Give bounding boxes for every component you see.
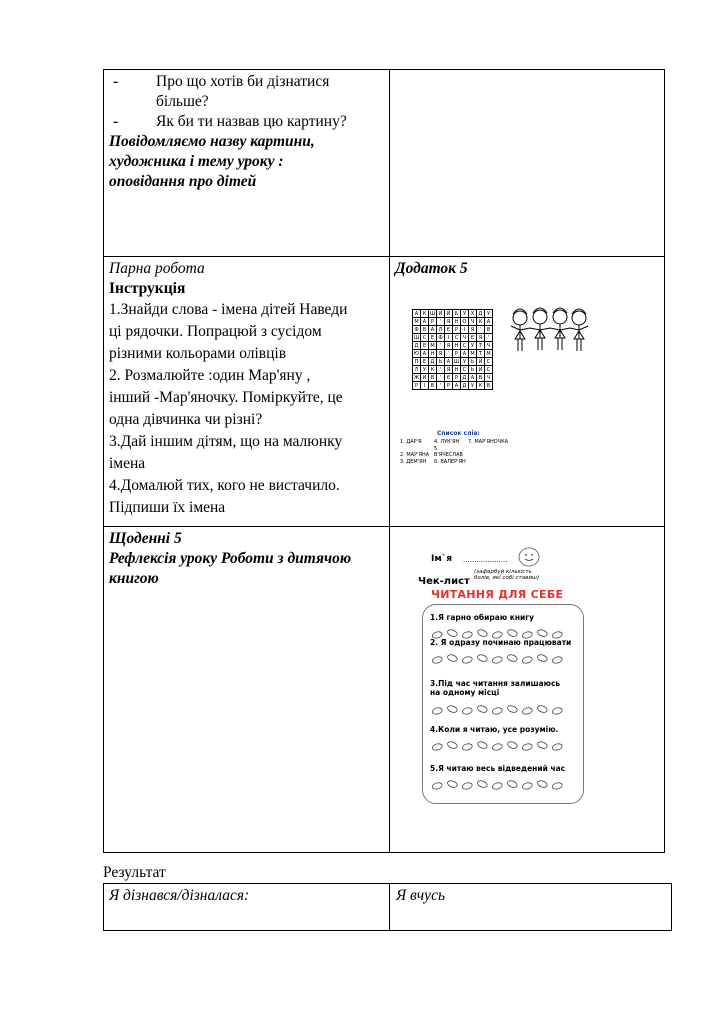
- grid-letter: А: [429, 326, 437, 334]
- grid-letter: Н: [453, 342, 461, 350]
- instruction-line: імена: [109, 455, 146, 472]
- grid-letter: Ч: [485, 374, 493, 382]
- hint-line: (зафарбуй кількість: [474, 569, 532, 575]
- grid-letter: Р: [445, 382, 453, 390]
- grid-letter: Ф: [413, 326, 421, 334]
- footprints-icon: [431, 776, 571, 796]
- footprint-row: [431, 740, 571, 752]
- checklist-box: [422, 604, 584, 804]
- grid-letter: Я: [445, 318, 453, 326]
- instruction-heading: Інструкція: [109, 280, 186, 297]
- grid-letter: В: [421, 326, 429, 334]
- instruction-line: одна дівчинка чи різні?: [109, 411, 263, 428]
- instruction-line: 1.Знайди слова - імена дітей Наведи: [109, 301, 348, 318]
- grid-letter: ': [437, 374, 445, 382]
- reflection-text: книгою: [109, 570, 159, 587]
- grid-letter: Д: [429, 358, 437, 366]
- grid-letter: А: [445, 358, 453, 366]
- grid-letter: И: [437, 310, 445, 318]
- row3-right-cell: [390, 527, 662, 850]
- instruction-line: Підпиши їх імена: [109, 499, 226, 516]
- grid-letter: Ш: [429, 311, 436, 317]
- grid-letter: Р: [429, 318, 437, 326]
- grid-letter: Є: [445, 326, 453, 334]
- instruction-line: ці рядочки. Попрацюй з сусідом: [109, 323, 322, 340]
- grid-letter: Р: [413, 382, 421, 390]
- grid-letter: Ш: [453, 359, 460, 365]
- grid-letter: У: [469, 342, 477, 350]
- grid-letter: Л: [413, 366, 421, 374]
- grid-letter: Ь: [437, 358, 445, 366]
- grid-letter: ': [477, 326, 485, 334]
- grid-letter: В: [477, 374, 485, 382]
- grid-letter: Р: [453, 374, 461, 382]
- grid-letter: К: [477, 318, 485, 326]
- checklist-item: 1.Я гарно обираю книгу: [430, 613, 535, 622]
- checklist-item: 5.Я читаю весь відведений час: [430, 764, 566, 773]
- row3-left-cell: [109, 529, 387, 589]
- grid-letter: ': [485, 334, 493, 342]
- children-drawing-icon: [508, 304, 590, 356]
- grid-letter: А: [421, 318, 429, 326]
- grid-letter: А: [485, 318, 493, 326]
- grid-letter: А: [453, 382, 461, 390]
- reading-checklist-image: [417, 547, 587, 817]
- grid-letter: Є: [469, 334, 477, 342]
- grid-letter: ': [437, 382, 445, 390]
- grid-letter: У: [469, 382, 477, 390]
- bullet: -: [113, 73, 119, 90]
- grid-letter: ': [437, 318, 445, 326]
- grid-letter: І: [461, 326, 469, 334]
- bullet: -: [113, 113, 119, 130]
- grid-letter: Д: [461, 374, 469, 382]
- word-list-item: 3. ДЕМ'ЯН: [400, 458, 427, 465]
- footprints-icon: [431, 737, 571, 757]
- checklist-title: Чек-лист: [418, 576, 470, 587]
- question-text: більше?: [156, 93, 209, 110]
- grid-letter: Х: [469, 310, 477, 318]
- checklist-item: 2. Я одразу починаю працювати: [430, 638, 572, 647]
- grid-letter: К: [477, 382, 485, 390]
- grid-letter: С: [485, 366, 493, 374]
- grid-letter: В: [485, 326, 493, 334]
- grid-letter: Я: [445, 342, 453, 350]
- word-list-item: 6. ВАЛЕР'ЯН: [434, 458, 466, 465]
- question-item: [109, 112, 384, 132]
- name-label: Ім`я: [431, 554, 452, 564]
- grid-letter: Ф: [437, 334, 445, 342]
- instruction-line: 2. Розмалюйте :один Мар'яну ,: [109, 367, 311, 384]
- grid-letter: А: [413, 310, 421, 318]
- grid-letter: И: [421, 374, 429, 382]
- grid-letter: К: [421, 310, 429, 318]
- grid-letter: Б: [453, 310, 461, 318]
- grid-letter: Ж: [413, 375, 420, 381]
- grid-letter: У: [461, 358, 469, 366]
- section-title: Щоденні 5: [109, 530, 182, 547]
- word-list: [400, 439, 516, 465]
- grid-letter: Ь: [469, 366, 477, 374]
- grid-letter: Т: [477, 342, 485, 350]
- row2-right-cell: [395, 259, 661, 524]
- footprint-row: [431, 704, 571, 716]
- grid-letter: С: [461, 342, 469, 350]
- checklist-item: на одному місці: [430, 688, 500, 697]
- grid-letter: Д: [477, 310, 485, 318]
- word-list-item: 2. МАР'ЯНА: [400, 452, 430, 458]
- grid-letter: Я: [469, 326, 477, 334]
- instruction-line: 3.Дай іншим дітям, що на малюнку: [109, 433, 343, 450]
- footprints-icon: [431, 701, 571, 721]
- grid-letter: В: [485, 382, 493, 390]
- grid-letter: С: [461, 366, 469, 374]
- instruction-line: різними кольорами олівців: [109, 345, 287, 362]
- grid-letter: М: [413, 318, 421, 326]
- word-search-image: [412, 309, 491, 390]
- grid-letter: К: [429, 366, 437, 374]
- question-text: Про що хотів би дізнатися: [156, 73, 330, 90]
- result-label: Результат: [103, 864, 166, 881]
- grid-letter: Ч: [461, 334, 469, 342]
- word-list-item: 5. В'ЯЧЕСЛАВ: [434, 445, 463, 458]
- announcement-text: Повідомляємо назву картини,: [109, 133, 315, 150]
- grid-letter: Н: [429, 350, 437, 358]
- grid-letter: В: [429, 382, 437, 390]
- grid-letter: І: [421, 382, 429, 390]
- question-text: Як би ти назвав цю картину?: [156, 113, 347, 130]
- appendix-title: Додаток 5: [395, 260, 468, 277]
- checklist-item: 4.Коли я читаю, усе розумію.: [430, 725, 559, 734]
- hint-line: болів, які собі ставиш): [474, 575, 540, 581]
- row-divider: [104, 256, 664, 257]
- smiley-icon: [518, 547, 540, 567]
- word-list-item: 1. ДАР'Я: [400, 439, 422, 445]
- grid-letter: Я: [437, 350, 445, 358]
- grid-letter: ': [445, 350, 453, 358]
- grid-letter: М: [469, 350, 477, 358]
- grid-letter: Д: [461, 382, 469, 390]
- grid-letter: А: [461, 350, 469, 358]
- announcement-text: оповідання про дітей: [109, 173, 257, 190]
- grid-letter: У: [485, 310, 493, 318]
- grid-letter: ': [437, 342, 445, 350]
- grid-letter: С: [421, 334, 429, 342]
- grid-letter: Е: [429, 334, 437, 342]
- grid-letter: У: [421, 366, 429, 374]
- grid-letter: Е: [421, 342, 429, 350]
- grid-letter: Ю: [413, 351, 420, 357]
- grid-letter: С: [485, 358, 493, 366]
- row1-left-cell: [109, 72, 384, 192]
- grid-letter: Й: [445, 310, 453, 318]
- grid-letter: ': [437, 366, 445, 374]
- reflection-text: Рефлексія уроку Роботи з дитячою: [109, 550, 352, 567]
- grid-letter: У: [461, 310, 469, 318]
- grid-letter: А: [469, 374, 477, 382]
- word-list-item: 4. ЛУК'ЯН: [434, 439, 460, 445]
- grid-letter: Ш: [413, 335, 420, 341]
- grid-letter: Ч: [469, 318, 477, 326]
- grid-letter: Н: [453, 318, 461, 326]
- grid-letter: С: [453, 334, 461, 342]
- grid-letter: Ч: [485, 342, 493, 350]
- name-line: ....................: [463, 556, 508, 564]
- grid-letter: Н: [453, 366, 461, 374]
- grid-letter: Д: [413, 342, 421, 350]
- result-table: [103, 883, 672, 931]
- footprint-row: [431, 779, 571, 791]
- grid-letter: М: [485, 350, 493, 358]
- grid-letter: В: [429, 374, 437, 382]
- checklist-heading: ЧИТАННЯ ДЛЯ СЕБЕ: [431, 588, 564, 601]
- grid-letter: Т: [477, 350, 485, 358]
- checklist-hint: [474, 569, 539, 581]
- grid-letter: Л: [437, 326, 445, 334]
- grid-letter: Є: [445, 374, 453, 382]
- grid-letter: О: [461, 318, 469, 326]
- learning-cell: Я вчусь: [396, 887, 445, 904]
- learned-cell: Я дізнався/дізналася:: [109, 887, 250, 904]
- grid-letter: Я: [477, 334, 485, 342]
- instruction-line: інший -Мар'яночку. Поміркуйте, це: [109, 389, 343, 406]
- row2-left-cell: [109, 259, 387, 519]
- footprints-icon: [431, 650, 571, 670]
- grid-letter: І: [445, 334, 453, 342]
- word-list-title: Список слів:: [437, 430, 480, 437]
- grid-letter: Ь: [469, 358, 477, 366]
- checklist-item: 3.Під час читання залишаюсь: [430, 679, 561, 688]
- word-search-grid: [412, 309, 493, 390]
- grid-letter: А: [421, 350, 429, 358]
- word-list-item: 7. МАР'ЯНОЧКА: [468, 439, 509, 445]
- announcement-text: художника і тему уроку :: [109, 153, 284, 170]
- grid-letter: И: [477, 366, 485, 374]
- section-title: Парна робота: [109, 260, 205, 277]
- grid-letter: Р: [453, 326, 461, 334]
- column-divider: [389, 884, 390, 930]
- footprint-row: [431, 653, 571, 665]
- grid-letter: М: [429, 342, 437, 350]
- grid-letter: П: [413, 358, 421, 366]
- grid-letter: Е: [421, 358, 429, 366]
- grid-letter: Й: [477, 358, 485, 366]
- grid-letter: Р: [453, 350, 461, 358]
- instruction-line: 4.Домалюй тих, кого не вистачило.: [109, 477, 340, 494]
- question-item: [109, 72, 384, 112]
- lesson-table: [103, 69, 665, 853]
- grid-letter: Я: [445, 366, 453, 374]
